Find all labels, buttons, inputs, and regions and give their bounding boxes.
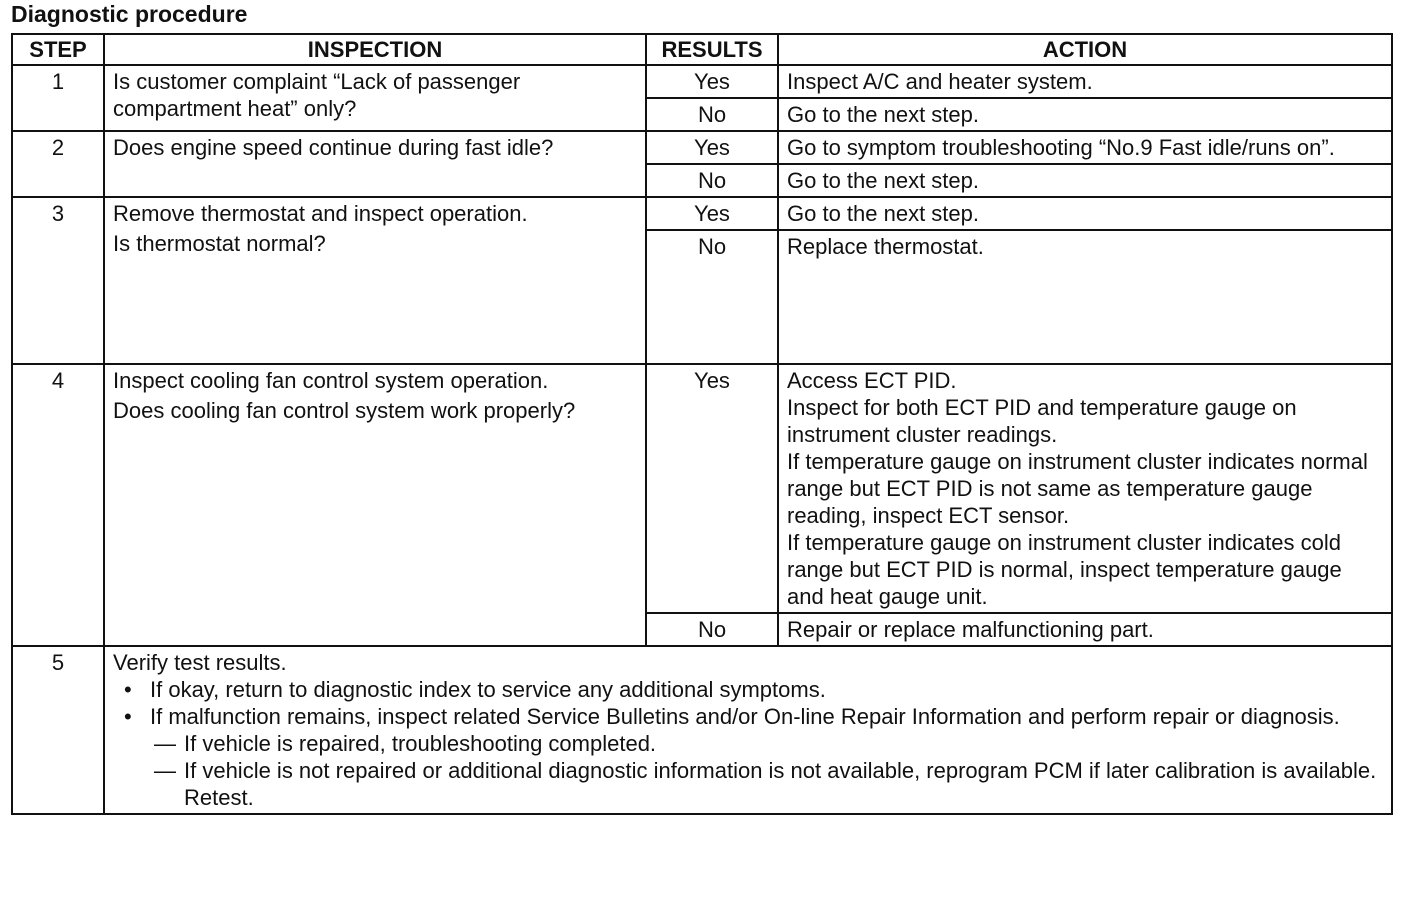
inspection-text: Inspect cooling fan control system operation. bbox=[113, 368, 549, 393]
action-text: Go to the next step. bbox=[787, 168, 980, 193]
inspection-text: Remove thermostat and inspect operation. bbox=[113, 201, 528, 226]
inspection-cell bbox=[104, 65, 646, 131]
inspection-text: Does engine speed continue during fast idle? bbox=[113, 135, 554, 160]
inspection-cell bbox=[104, 364, 646, 646]
diagnostic-table bbox=[11, 33, 1393, 815]
inspection-text: Is customer complaint “Lack of passenger compartment heat” only? bbox=[113, 69, 521, 121]
header-step: STEP bbox=[12, 34, 104, 65]
action-text: Replace thermostat. bbox=[787, 234, 984, 259]
step-number: 2 bbox=[12, 131, 104, 197]
step-number: 4 bbox=[12, 364, 104, 646]
list-item: • If malfunction remains, inspect related Service Bulletins and/or On-line Repair Information and perform repair or diagnosis. bbox=[124, 704, 1340, 729]
result-no: No bbox=[646, 164, 778, 197]
result-yes: Yes bbox=[646, 131, 778, 164]
result-no: No bbox=[646, 230, 778, 364]
dash-icon: — bbox=[154, 758, 176, 783]
verify-cell bbox=[104, 646, 1392, 814]
bullet-icon: • bbox=[124, 677, 132, 702]
step-number: 3 bbox=[12, 197, 104, 364]
action-cell bbox=[778, 364, 1392, 613]
list-item: • If okay, return to diagnostic index to service any additional symptoms. bbox=[124, 677, 826, 702]
action-cell bbox=[778, 65, 1392, 98]
inspection-text: Does cooling fan control system work properly? bbox=[113, 398, 576, 423]
verify-intro: Verify test results. bbox=[113, 650, 287, 675]
action-cell bbox=[778, 197, 1392, 230]
action-text: If temperature gauge on instrument cluster indicates cold range but ECT PID is normal, inspect temperature gauge and heat gauge unit. bbox=[787, 530, 1342, 609]
header-inspection: INSPECTION bbox=[104, 34, 646, 65]
action-text: Go to the next step. bbox=[787, 201, 980, 226]
action-text: Inspect A/C and heater system. bbox=[787, 69, 1093, 94]
action-text: Go to the next step. bbox=[787, 102, 980, 127]
result-no: No bbox=[646, 98, 778, 131]
table-row bbox=[12, 65, 1392, 98]
table-row bbox=[12, 646, 1392, 814]
result-no: No bbox=[646, 613, 778, 646]
list-item: — If vehicle is repaired, troubleshooting completed. bbox=[154, 731, 657, 756]
step-number: 5 bbox=[12, 646, 104, 814]
header-action: ACTION bbox=[778, 34, 1392, 65]
header-row bbox=[12, 34, 1392, 65]
table-row bbox=[12, 131, 1392, 164]
table-row bbox=[12, 364, 1392, 613]
action-text: Go to symptom troubleshooting “No.9 Fast idle/runs on”. bbox=[787, 135, 1335, 160]
result-yes: Yes bbox=[646, 65, 778, 98]
result-yes: Yes bbox=[646, 364, 778, 613]
table-row bbox=[12, 197, 1392, 230]
action-text: If temperature gauge on instrument cluster indicates normal range but ECT PID is not same as temperature gauge reading, inspect ECT sensor. bbox=[787, 449, 1368, 528]
dash-icon: — bbox=[154, 731, 176, 756]
action-cell bbox=[778, 230, 1392, 364]
action-text: Access ECT PID. bbox=[787, 368, 957, 393]
step-number: 1 bbox=[12, 65, 104, 131]
action-cell bbox=[778, 98, 1392, 131]
inspection-cell bbox=[104, 197, 646, 364]
header-results: RESULTS bbox=[646, 34, 778, 65]
bullet-icon: • bbox=[124, 704, 132, 729]
action-text: Inspect for both ECT PID and temperature gauge on instrument cluster readings. bbox=[787, 395, 1297, 447]
inspection-text: Is thermostat normal? bbox=[113, 231, 326, 256]
action-cell bbox=[778, 613, 1392, 646]
inspection-cell bbox=[104, 131, 646, 197]
action-cell bbox=[778, 131, 1392, 164]
result-yes: Yes bbox=[646, 197, 778, 230]
page-title: Diagnostic procedure bbox=[11, 1, 248, 27]
action-cell bbox=[778, 164, 1392, 197]
action-text: Repair or replace malfunctioning part. bbox=[787, 617, 1154, 642]
list-item: — If vehicle is not repaired or additional diagnostic information is not available, reprogram PCM if later calibration is available. Retest. bbox=[154, 758, 1377, 810]
